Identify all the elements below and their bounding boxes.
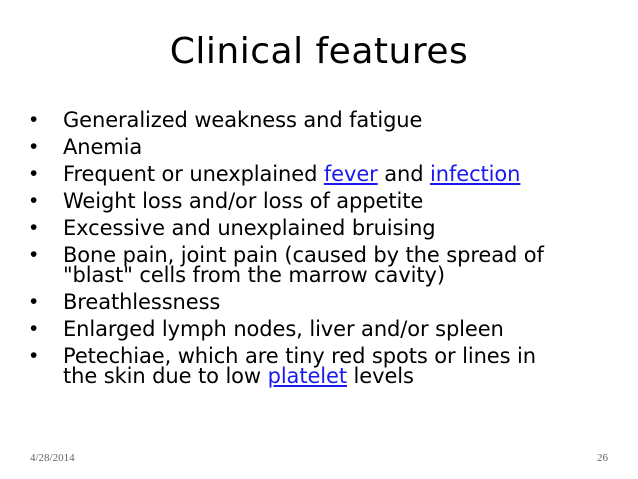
bullet-icon: •	[30, 290, 38, 313]
bullet-text: Enlarged lymph nodes, liver and/or spleen	[63, 317, 504, 341]
bullet-icon: •	[30, 216, 38, 239]
bullet-item	[30, 191, 610, 211]
bullet-icon: •	[30, 135, 38, 158]
bullet-text: Petechiae, which are tiny red spots or lines in	[63, 344, 536, 368]
bullet-text: Frequent or unexplained	[63, 162, 324, 186]
bullet-icon: •	[30, 243, 38, 266]
bullet-text: Anemia	[63, 135, 143, 159]
bullet-item	[30, 137, 610, 157]
link-fever[interactable]: fever	[323, 162, 378, 186]
slide-title: Clinical features	[169, 31, 469, 72]
page-number: 26	[597, 452, 608, 464]
bullet-item	[30, 292, 610, 312]
bullet-icon: •	[30, 162, 38, 185]
bullet-item	[30, 218, 610, 238]
bullet-item	[30, 164, 610, 184]
bullet-text: Breathlessness	[63, 290, 221, 314]
bullet-item	[30, 319, 610, 339]
link-infection[interactable]: infection	[430, 162, 521, 186]
bullet-item	[30, 245, 610, 285]
bullet-list	[30, 110, 610, 393]
bullet-icon: •	[30, 108, 38, 131]
bullet-item	[30, 346, 610, 386]
bullet-text: levels	[346, 364, 414, 388]
bullet-icon: •	[30, 344, 38, 367]
bullet-text: the skin due to low	[63, 364, 268, 388]
bullet-icon: •	[30, 189, 38, 212]
bullet-icon: •	[30, 317, 38, 340]
bullet-text: Excessive and unexplained bruising	[63, 216, 436, 240]
link-platelet[interactable]: platelet	[267, 364, 347, 388]
footer-date: 4/28/2014	[30, 452, 75, 464]
bullet-text: Bone pain, joint pain (caused by the spread of	[63, 243, 544, 267]
bullet-text: "blast" cells from the marrow cavity)	[63, 263, 445, 287]
bullet-text: and	[377, 162, 431, 186]
bullet-text: Weight loss and/or loss of appetite	[63, 189, 424, 213]
bullet-item	[30, 110, 610, 130]
bullet-text: Generalized weakness and fatigue	[63, 108, 423, 132]
